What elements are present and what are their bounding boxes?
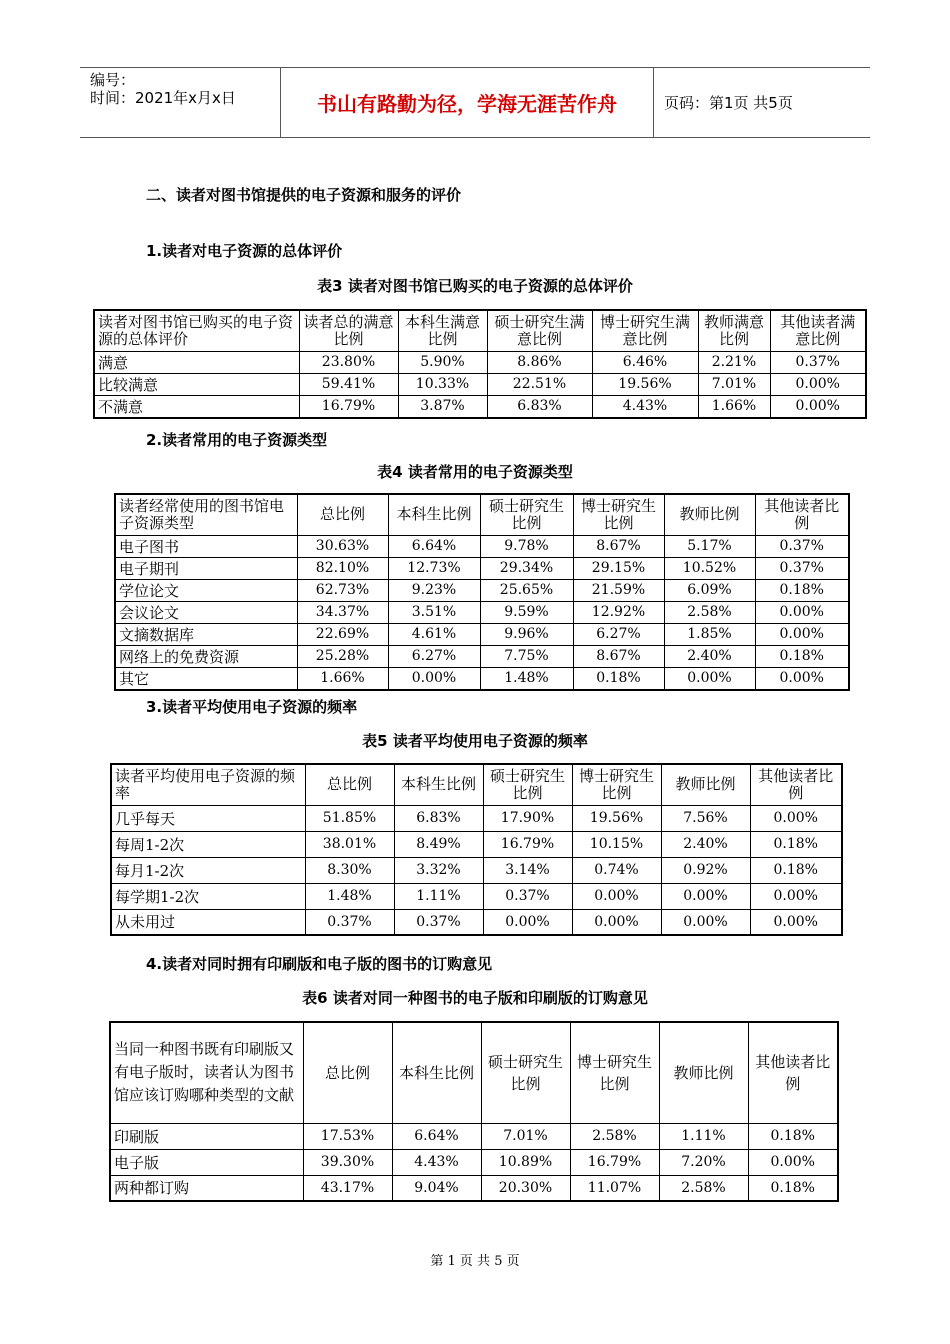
- percentage-cell: 0.37%: [755, 535, 849, 557]
- column-header: 本科生比例: [394, 764, 483, 805]
- percentage-cell: 9.04%: [392, 1175, 481, 1201]
- percentage-cell: 7.75%: [480, 645, 573, 667]
- percentage-cell: 0.00%: [755, 667, 849, 690]
- table-row: [115, 601, 849, 623]
- table-caption-4: 表4 读者常用的电子资源类型: [377, 463, 573, 481]
- table-header-row: [94, 310, 866, 351]
- column-header: 总比例: [297, 494, 388, 535]
- column-header: 读者总的满意比例: [299, 310, 398, 351]
- column-header: 博士研究生满意比例: [592, 310, 698, 351]
- row-label-cell: 网络上的免费资源: [115, 645, 297, 667]
- table-row: [115, 667, 849, 690]
- percentage-cell: 21.59%: [573, 579, 664, 601]
- percentage-cell: 10.52%: [664, 557, 755, 579]
- percentage-cell: 0.00%: [572, 909, 661, 935]
- percentage-cell: 20.30%: [481, 1175, 570, 1201]
- percentage-cell: 8.67%: [573, 535, 664, 557]
- column-header: 总比例: [303, 1022, 392, 1123]
- percentage-cell: 6.83%: [487, 395, 592, 418]
- document-number-label: 编号：: [90, 71, 136, 89]
- percentage-cell: 10.89%: [481, 1149, 570, 1175]
- page-footer: 第 1 页 共 5 页: [430, 1254, 520, 1269]
- table-row: [115, 535, 849, 557]
- column-header: 当同一种图书既有印刷版又有电子版时，读者认为图书馆应该订购哪种类型的文献: [110, 1022, 303, 1123]
- column-header: 教师比例: [661, 764, 750, 805]
- percentage-cell: 1.85%: [664, 623, 755, 645]
- percentage-cell: 0.00%: [483, 909, 572, 935]
- percentage-cell: 0.92%: [661, 857, 750, 883]
- percentage-cell: 0.18%: [750, 831, 842, 857]
- percentage-cell: 0.00%: [748, 1149, 838, 1175]
- percentage-cell: 1.11%: [394, 883, 483, 909]
- percentage-cell: 7.01%: [698, 373, 770, 395]
- table-caption-6: 表6 读者对同一种图书的电子版和印刷版的订购意见: [302, 989, 648, 1007]
- percentage-cell: 1.48%: [305, 883, 394, 909]
- percentage-cell: 10.33%: [398, 373, 487, 395]
- percentage-cell: 0.00%: [572, 883, 661, 909]
- row-label-cell: 几乎每天: [111, 805, 305, 831]
- percentage-cell: 1.48%: [480, 667, 573, 690]
- percentage-cell: 0.00%: [750, 805, 842, 831]
- column-header: 本科生比例: [388, 494, 480, 535]
- table-3-overall-evaluation: [93, 309, 867, 419]
- percentage-cell: 0.74%: [572, 857, 661, 883]
- column-header: 其他读者比例: [755, 494, 849, 535]
- percentage-cell: 8.86%: [487, 351, 592, 373]
- table-caption-3: 表3 读者对图书馆已购买的电子资源的总体评价: [317, 277, 633, 295]
- percentage-cell: 3.87%: [398, 395, 487, 418]
- percentage-cell: 30.63%: [297, 535, 388, 557]
- table-row: [111, 805, 842, 831]
- percentage-cell: 17.53%: [303, 1123, 392, 1149]
- section-heading-1: 1.读者对电子资源的总体评价: [146, 242, 343, 260]
- percentage-cell: 8.67%: [573, 645, 664, 667]
- percentage-cell: 0.00%: [661, 883, 750, 909]
- percentage-cell: 62.73%: [297, 579, 388, 601]
- percentage-cell: 9.23%: [388, 579, 480, 601]
- column-header: 教师比例: [659, 1022, 748, 1123]
- percentage-cell: 10.15%: [572, 831, 661, 857]
- row-label-cell: 比较满意: [94, 373, 299, 395]
- percentage-cell: 19.56%: [592, 373, 698, 395]
- column-header: 读者经常使用的图书馆电子资源类型: [115, 494, 297, 535]
- percentage-cell: 3.51%: [388, 601, 480, 623]
- percentage-cell: 82.10%: [297, 557, 388, 579]
- percentage-cell: 0.00%: [750, 883, 842, 909]
- column-header: 本科生比例: [392, 1022, 481, 1123]
- percentage-cell: 6.27%: [388, 645, 480, 667]
- percentage-cell: 17.90%: [483, 805, 572, 831]
- row-label-cell: 每学期1-2次: [111, 883, 305, 909]
- column-header: 其他读者满意比例: [770, 310, 866, 351]
- table-row: [110, 1149, 838, 1175]
- percentage-cell: 25.28%: [297, 645, 388, 667]
- row-label-cell: 不满意: [94, 395, 299, 418]
- percentage-cell: 7.01%: [481, 1123, 570, 1149]
- percentage-cell: 38.01%: [305, 831, 394, 857]
- section-heading-4: 4.读者对同时拥有印刷版和电子版的图书的订购意见: [146, 955, 493, 973]
- percentage-cell: 12.92%: [573, 601, 664, 623]
- percentage-cell: 2.58%: [659, 1175, 748, 1201]
- row-label-cell: 两种都订购: [110, 1175, 303, 1201]
- row-label-cell: 印刷版: [110, 1123, 303, 1149]
- percentage-cell: 43.17%: [303, 1175, 392, 1201]
- page-header: [80, 67, 870, 138]
- percentage-cell: 3.32%: [394, 857, 483, 883]
- percentage-cell: 4.43%: [592, 395, 698, 418]
- column-header: 博士研究生比例: [573, 494, 664, 535]
- percentage-cell: 0.37%: [770, 351, 866, 373]
- header-meta: [80, 68, 281, 137]
- percentage-cell: 0.18%: [748, 1123, 838, 1149]
- table-row: [94, 351, 866, 373]
- column-header: 博士研究生比例: [570, 1022, 659, 1123]
- percentage-cell: 22.51%: [487, 373, 592, 395]
- percentage-cell: 8.30%: [305, 857, 394, 883]
- percentage-cell: 0.18%: [755, 645, 849, 667]
- percentage-cell: 2.21%: [698, 351, 770, 373]
- row-label-cell: 每周1-2次: [111, 831, 305, 857]
- percentage-cell: 9.78%: [480, 535, 573, 557]
- column-header: 硕士研究生比例: [483, 764, 572, 805]
- percentage-cell: 2.40%: [661, 831, 750, 857]
- table-6-ordering-preference: [109, 1021, 839, 1202]
- percentage-cell: 0.00%: [750, 909, 842, 935]
- table-5-usage-frequency: [110, 763, 843, 936]
- row-label-cell: 每月1-2次: [111, 857, 305, 883]
- percentage-cell: 2.58%: [570, 1123, 659, 1149]
- percentage-cell: 5.17%: [664, 535, 755, 557]
- percentage-cell: 51.85%: [305, 805, 394, 831]
- percentage-cell: 2.58%: [664, 601, 755, 623]
- column-header: 教师比例: [664, 494, 755, 535]
- percentage-cell: 2.40%: [664, 645, 755, 667]
- percentage-cell: 16.79%: [570, 1149, 659, 1175]
- header-motto: 书山有路勤为径，学海无涯苦作舟: [281, 68, 654, 137]
- percentage-cell: 0.00%: [770, 395, 866, 418]
- row-label-cell: 电子版: [110, 1149, 303, 1175]
- percentage-cell: 12.73%: [388, 557, 480, 579]
- percentage-cell: 6.64%: [388, 535, 480, 557]
- column-header: 博士研究生比例: [572, 764, 661, 805]
- percentage-cell: 19.56%: [572, 805, 661, 831]
- percentage-cell: 29.15%: [573, 557, 664, 579]
- percentage-cell: 25.65%: [480, 579, 573, 601]
- section-heading-2: 2.读者常用的电子资源类型: [146, 431, 328, 449]
- document-time-label: 时间：2021年x月x日: [90, 89, 236, 107]
- percentage-cell: 8.49%: [394, 831, 483, 857]
- percentage-cell: 0.00%: [770, 373, 866, 395]
- percentage-cell: 0.00%: [755, 623, 849, 645]
- table-row: [111, 831, 842, 857]
- row-label-cell: 电子期刊: [115, 557, 297, 579]
- percentage-cell: 59.41%: [299, 373, 398, 395]
- header-page-label: 页码：第1页 共5页: [664, 94, 793, 112]
- percentage-cell: 0.00%: [755, 601, 849, 623]
- column-header: 读者平均使用电子资源的频率: [111, 764, 305, 805]
- percentage-cell: 34.37%: [297, 601, 388, 623]
- percentage-cell: 9.59%: [480, 601, 573, 623]
- column-header: 硕士研究生比例: [481, 1022, 570, 1123]
- table-row: [115, 623, 849, 645]
- row-label-cell: 其它: [115, 667, 297, 690]
- row-label-cell: 满意: [94, 351, 299, 373]
- table-4-resource-types: [114, 493, 850, 691]
- column-header: 读者对图书馆已购买的电子资源的总体评价: [94, 310, 299, 351]
- percentage-cell: 22.69%: [297, 623, 388, 645]
- row-label-cell: 学位论文: [115, 579, 297, 601]
- percentage-cell: 0.37%: [755, 557, 849, 579]
- percentage-cell: 23.80%: [299, 351, 398, 373]
- table-caption-5: 表5 读者平均使用电子资源的频率: [362, 732, 588, 750]
- column-header: 本科生满意比例: [398, 310, 487, 351]
- row-label-cell: 从未用过: [111, 909, 305, 935]
- percentage-cell: 6.09%: [664, 579, 755, 601]
- percentage-cell: 0.18%: [573, 667, 664, 690]
- row-label-cell: 会议论文: [115, 601, 297, 623]
- table-row: [94, 395, 866, 418]
- percentage-cell: 0.37%: [483, 883, 572, 909]
- percentage-cell: 9.96%: [480, 623, 573, 645]
- section-heading-3: 3.读者平均使用电子资源的频率: [146, 698, 358, 716]
- percentage-cell: 0.37%: [394, 909, 483, 935]
- percentage-cell: 11.07%: [570, 1175, 659, 1201]
- percentage-cell: 5.90%: [398, 351, 487, 373]
- table-row: [115, 645, 849, 667]
- table-row: [115, 579, 849, 601]
- percentage-cell: 29.34%: [480, 557, 573, 579]
- percentage-cell: 0.00%: [388, 667, 480, 690]
- percentage-cell: 0.00%: [661, 909, 750, 935]
- table-header-row: [110, 1022, 838, 1123]
- percentage-cell: 7.20%: [659, 1149, 748, 1175]
- column-header: 其他读者比例: [748, 1022, 838, 1123]
- percentage-cell: 16.79%: [483, 831, 572, 857]
- percentage-cell: 6.64%: [392, 1123, 481, 1149]
- percentage-cell: 0.18%: [755, 579, 849, 601]
- table-header-row: [115, 494, 849, 535]
- column-header: 总比例: [305, 764, 394, 805]
- row-label-cell: 电子图书: [115, 535, 297, 557]
- percentage-cell: 1.66%: [698, 395, 770, 418]
- section-title: 二、读者对图书馆提供的电子资源和服务的评价: [146, 186, 462, 204]
- column-header: 其他读者比例: [750, 764, 842, 805]
- table-row: [110, 1175, 838, 1201]
- table-row: [110, 1123, 838, 1149]
- percentage-cell: 6.46%: [592, 351, 698, 373]
- percentage-cell: 0.18%: [748, 1175, 838, 1201]
- table-row: [111, 909, 842, 935]
- table-row: [115, 557, 849, 579]
- table-row: [111, 857, 842, 883]
- percentage-cell: 4.61%: [388, 623, 480, 645]
- percentage-cell: 39.30%: [303, 1149, 392, 1175]
- row-label-cell: 文摘数据库: [115, 623, 297, 645]
- table-row: [94, 373, 866, 395]
- percentage-cell: 0.00%: [664, 667, 755, 690]
- percentage-cell: 1.66%: [297, 667, 388, 690]
- table-header-row: [111, 764, 842, 805]
- percentage-cell: 4.43%: [392, 1149, 481, 1175]
- percentage-cell: 6.27%: [573, 623, 664, 645]
- percentage-cell: 16.79%: [299, 395, 398, 418]
- column-header: 教师满意比例: [698, 310, 770, 351]
- column-header: 硕士研究生比例: [480, 494, 573, 535]
- percentage-cell: 0.18%: [750, 857, 842, 883]
- percentage-cell: 1.11%: [659, 1123, 748, 1149]
- column-header: 硕士研究生满意比例: [487, 310, 592, 351]
- table-row: [111, 883, 842, 909]
- percentage-cell: 7.56%: [661, 805, 750, 831]
- percentage-cell: 3.14%: [483, 857, 572, 883]
- percentage-cell: 6.83%: [394, 805, 483, 831]
- percentage-cell: 0.37%: [305, 909, 394, 935]
